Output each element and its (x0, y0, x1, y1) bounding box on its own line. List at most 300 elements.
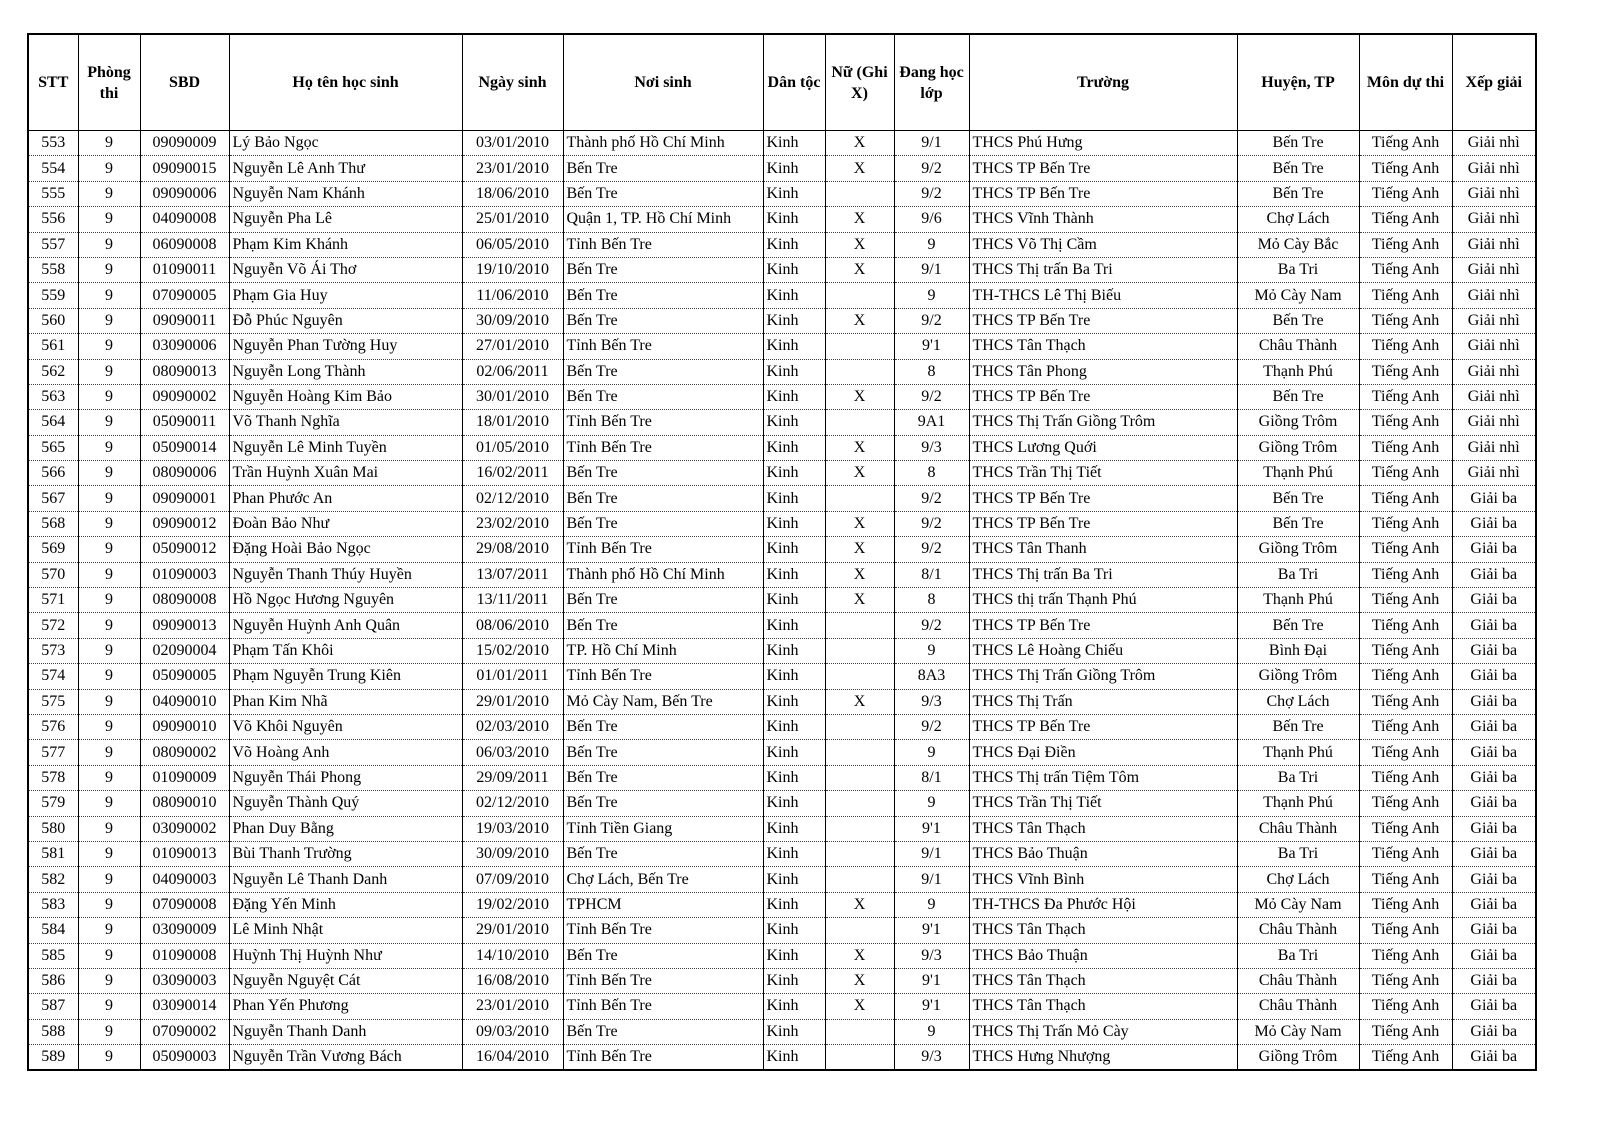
cell-ngay-sinh: 16/08/2010 (462, 968, 563, 993)
table-row (28, 689, 1536, 714)
cell-stt: 572 (28, 613, 78, 638)
cell-stt: 561 (28, 334, 78, 359)
cell-dan-toc: Kinh (763, 511, 825, 536)
cell-dan-toc: Kinh (763, 588, 825, 613)
cell-phong-thi: 9 (78, 308, 140, 333)
cell-stt: 555 (28, 181, 78, 206)
cell-huyen: Bến Tre (1237, 181, 1359, 206)
cell-ho-ten: Phạm Gia Huy (229, 283, 462, 308)
header-row (28, 34, 1536, 131)
cell-truong: THCS TP Bến Tre (969, 486, 1237, 511)
cell-lop: 8A3 (894, 664, 969, 689)
cell-huyen: Châu Thành (1237, 994, 1359, 1019)
cell-sbd: 09090002 (140, 384, 229, 409)
cell-stt: 588 (28, 1019, 78, 1044)
cell-ho-ten: Nguyễn Huỳnh Anh Quân (229, 613, 462, 638)
cell-noi-sinh: Tỉnh Bến Tre (563, 537, 763, 562)
cell-nu: X (825, 537, 894, 562)
cell-huyen: Bến Tre (1237, 156, 1359, 181)
cell-truong: THCS Lê Hoàng Chiếu (969, 638, 1237, 663)
cell-stt: 559 (28, 283, 78, 308)
cell-ho-ten: Nguyễn Phan Tường Huy (229, 334, 462, 359)
cell-ho-ten: Huỳnh Thị Huỳnh Như (229, 943, 462, 968)
cell-nu (825, 334, 894, 359)
cell-sbd: 05090005 (140, 664, 229, 689)
table-row (28, 435, 1536, 460)
cell-xep-giai: Giải ba (1452, 765, 1536, 790)
cell-phong-thi: 9 (78, 562, 140, 587)
cell-lop: 9/2 (894, 511, 969, 536)
cell-lop: 9 (894, 892, 969, 917)
cell-phong-thi: 9 (78, 968, 140, 993)
cell-noi-sinh: Bến Tre (563, 841, 763, 866)
cell-sbd: 03090009 (140, 918, 229, 943)
cell-phong-thi: 9 (78, 892, 140, 917)
cell-ngay-sinh: 15/02/2010 (462, 638, 563, 663)
cell-huyen: Ba Tri (1237, 943, 1359, 968)
cell-phong-thi: 9 (78, 588, 140, 613)
cell-lop: 9/2 (894, 537, 969, 562)
cell-stt: 574 (28, 664, 78, 689)
cell-lop: 9 (894, 232, 969, 257)
cell-ngay-sinh: 16/04/2010 (462, 1045, 563, 1071)
cell-nu (825, 740, 894, 765)
cell-ho-ten: Trần Huỳnh Xuân Mai (229, 461, 462, 486)
cell-noi-sinh: Bến Tre (563, 461, 763, 486)
cell-lop: 9/1 (894, 257, 969, 282)
cell-ho-ten: Nguyễn Pha Lê (229, 207, 462, 232)
cell-truong: THCS TP Bến Tre (969, 714, 1237, 739)
cell-nu: X (825, 384, 894, 409)
table-row (28, 1019, 1536, 1044)
cell-stt: 567 (28, 486, 78, 511)
cell-lop: 8/1 (894, 765, 969, 790)
cell-noi-sinh: Tỉnh Bến Tre (563, 232, 763, 257)
cell-dan-toc: Kinh (763, 334, 825, 359)
cell-dan-toc: Kinh (763, 207, 825, 232)
cell-truong: THCS TP Bến Tre (969, 511, 1237, 536)
cell-dan-toc: Kinh (763, 283, 825, 308)
cell-huyen: Châu Thành (1237, 918, 1359, 943)
cell-ngay-sinh: 06/05/2010 (462, 232, 563, 257)
table-row (28, 968, 1536, 993)
cell-lop: 9'1 (894, 994, 969, 1019)
cell-mon-thi: Tiếng Anh (1359, 334, 1452, 359)
cell-ngay-sinh: 07/09/2010 (462, 867, 563, 892)
cell-phong-thi: 9 (78, 613, 140, 638)
cell-huyen: Bến Tre (1237, 714, 1359, 739)
cell-sbd: 09090011 (140, 308, 229, 333)
cell-lop: 9'1 (894, 816, 969, 841)
table-row (28, 816, 1536, 841)
cell-ho-ten: Lý Bảo Ngọc (229, 131, 462, 156)
cell-xep-giai: Giải nhì (1452, 384, 1536, 409)
cell-nu (825, 1045, 894, 1071)
cell-ngay-sinh: 19/03/2010 (462, 816, 563, 841)
cell-huyen: Chợ Lách (1237, 867, 1359, 892)
header-truong: Trường (969, 34, 1237, 131)
cell-nu: X (825, 588, 894, 613)
cell-ngay-sinh: 06/03/2010 (462, 740, 563, 765)
cell-stt: 589 (28, 1045, 78, 1071)
table-row (28, 892, 1536, 917)
cell-noi-sinh: Bến Tre (563, 765, 763, 790)
cell-huyen: Giồng Trôm (1237, 410, 1359, 435)
cell-mon-thi: Tiếng Anh (1359, 181, 1452, 206)
header-xep-giai: Xếp giải (1452, 34, 1536, 131)
cell-sbd: 09090015 (140, 156, 229, 181)
cell-phong-thi: 9 (78, 334, 140, 359)
cell-stt: 573 (28, 638, 78, 663)
cell-nu (825, 791, 894, 816)
cell-stt: 580 (28, 816, 78, 841)
cell-truong: THCS TP Bến Tre (969, 181, 1237, 206)
cell-truong: THCS Tân Thanh (969, 537, 1237, 562)
cell-noi-sinh: Bến Tre (563, 257, 763, 282)
table-row (28, 283, 1536, 308)
cell-mon-thi: Tiếng Anh (1359, 461, 1452, 486)
cell-noi-sinh: Bến Tre (563, 714, 763, 739)
cell-ngay-sinh: 18/01/2010 (462, 410, 563, 435)
cell-mon-thi: Tiếng Anh (1359, 588, 1452, 613)
cell-stt: 562 (28, 359, 78, 384)
cell-ho-ten: Phạm Tấn Khôi (229, 638, 462, 663)
cell-lop: 9/3 (894, 943, 969, 968)
cell-noi-sinh: Thành phố Hồ Chí Minh (563, 131, 763, 156)
cell-phong-thi: 9 (78, 740, 140, 765)
cell-sbd: 01090013 (140, 841, 229, 866)
cell-stt: 560 (28, 308, 78, 333)
table-row (28, 461, 1536, 486)
cell-ho-ten: Nguyễn Thanh Danh (229, 1019, 462, 1044)
cell-dan-toc: Kinh (763, 486, 825, 511)
table-row (28, 410, 1536, 435)
cell-ngay-sinh: 09/03/2010 (462, 1019, 563, 1044)
cell-phong-thi: 9 (78, 841, 140, 866)
cell-sbd: 03090003 (140, 968, 229, 993)
cell-nu (825, 765, 894, 790)
cell-huyen: Mỏ Cày Nam (1237, 283, 1359, 308)
cell-truong: THCS TP Bến Tre (969, 613, 1237, 638)
cell-ho-ten: Bùi Thanh Trường (229, 841, 462, 866)
cell-lop: 9/2 (894, 486, 969, 511)
cell-truong: THCS Tân Thạch (969, 918, 1237, 943)
cell-sbd: 06090008 (140, 232, 229, 257)
cell-phong-thi: 9 (78, 232, 140, 257)
cell-sbd: 09090010 (140, 714, 229, 739)
cell-huyen: Ba Tri (1237, 257, 1359, 282)
cell-ho-ten: Võ Hoàng Anh (229, 740, 462, 765)
cell-sbd: 01090011 (140, 257, 229, 282)
cell-dan-toc: Kinh (763, 435, 825, 460)
cell-huyen: Châu Thành (1237, 334, 1359, 359)
cell-lop: 9/2 (894, 714, 969, 739)
cell-mon-thi: Tiếng Anh (1359, 1019, 1452, 1044)
cell-ngay-sinh: 18/06/2010 (462, 181, 563, 206)
cell-mon-thi: Tiếng Anh (1359, 791, 1452, 816)
cell-mon-thi: Tiếng Anh (1359, 537, 1452, 562)
cell-stt: 585 (28, 943, 78, 968)
cell-ngay-sinh: 23/01/2010 (462, 156, 563, 181)
cell-ho-ten: Phan Yến Phương (229, 994, 462, 1019)
cell-nu (825, 283, 894, 308)
cell-phong-thi: 9 (78, 511, 140, 536)
cell-ngay-sinh: 02/03/2010 (462, 714, 563, 739)
cell-xep-giai: Giải ba (1452, 816, 1536, 841)
cell-sbd: 08090008 (140, 588, 229, 613)
cell-phong-thi: 9 (78, 486, 140, 511)
cell-dan-toc: Kinh (763, 968, 825, 993)
cell-stt: 577 (28, 740, 78, 765)
cell-dan-toc: Kinh (763, 308, 825, 333)
cell-huyen: Mỏ Cày Bắc (1237, 232, 1359, 257)
cell-xep-giai: Giải nhì (1452, 207, 1536, 232)
cell-lop: 8/1 (894, 562, 969, 587)
cell-ngay-sinh: 13/07/2011 (462, 562, 563, 587)
cell-noi-sinh: Tỉnh Bến Tre (563, 435, 763, 460)
cell-noi-sinh: Bến Tre (563, 1019, 763, 1044)
cell-ngay-sinh: 02/06/2011 (462, 359, 563, 384)
cell-ho-ten: Đặng Hoài Bảo Ngọc (229, 537, 462, 562)
cell-xep-giai: Giải nhì (1452, 461, 1536, 486)
cell-noi-sinh: Tỉnh Tiền Giang (563, 816, 763, 841)
cell-nu: X (825, 994, 894, 1019)
cell-ho-ten: Phạm Nguyễn Trung Kiên (229, 664, 462, 689)
cell-ho-ten: Nguyễn Nam Khánh (229, 181, 462, 206)
cell-xep-giai: Giải ba (1452, 588, 1536, 613)
header-nu: Nữ (Ghi X) (825, 34, 894, 131)
header-huyen: Huyện, TP (1237, 34, 1359, 131)
cell-lop: 8 (894, 461, 969, 486)
cell-nu (825, 486, 894, 511)
cell-lop: 9'1 (894, 918, 969, 943)
cell-stt: 576 (28, 714, 78, 739)
cell-stt: 565 (28, 435, 78, 460)
cell-huyen: Bến Tre (1237, 613, 1359, 638)
cell-sbd: 05090014 (140, 435, 229, 460)
cell-xep-giai: Giải ba (1452, 664, 1536, 689)
cell-ngay-sinh: 03/01/2010 (462, 131, 563, 156)
cell-lop: 8 (894, 588, 969, 613)
cell-truong: THCS Tân Thạch (969, 994, 1237, 1019)
cell-sbd: 08090010 (140, 791, 229, 816)
cell-phong-thi: 9 (78, 816, 140, 841)
cell-ngay-sinh: 13/11/2011 (462, 588, 563, 613)
header-stt: STT (28, 34, 78, 131)
cell-dan-toc: Kinh (763, 461, 825, 486)
cell-mon-thi: Tiếng Anh (1359, 689, 1452, 714)
cell-mon-thi: Tiếng Anh (1359, 1045, 1452, 1071)
cell-truong: THCS Vĩnh Bình (969, 867, 1237, 892)
cell-ngay-sinh: 29/01/2010 (462, 918, 563, 943)
cell-lop: 9/1 (894, 867, 969, 892)
cell-nu (825, 714, 894, 739)
cell-dan-toc: Kinh (763, 943, 825, 968)
cell-ho-ten: Nguyễn Lê Thanh Danh (229, 867, 462, 892)
cell-huyen: Mỏ Cày Nam (1237, 1019, 1359, 1044)
cell-truong: THCS TP Bến Tre (969, 308, 1237, 333)
cell-noi-sinh: Bến Tre (563, 613, 763, 638)
table-row (28, 841, 1536, 866)
cell-lop: 9 (894, 740, 969, 765)
cell-huyen: Giồng Trôm (1237, 664, 1359, 689)
cell-lop: 9/3 (894, 689, 969, 714)
cell-lop: 9 (894, 1019, 969, 1044)
cell-stt: 554 (28, 156, 78, 181)
cell-mon-thi: Tiếng Anh (1359, 562, 1452, 587)
cell-sbd: 03090002 (140, 816, 229, 841)
cell-xep-giai: Giải nhì (1452, 131, 1536, 156)
cell-mon-thi: Tiếng Anh (1359, 664, 1452, 689)
cell-stt: 564 (28, 410, 78, 435)
table-row (28, 588, 1536, 613)
cell-truong: THCS Bảo Thuận (969, 841, 1237, 866)
header-dan-toc: Dân tộc (763, 34, 825, 131)
cell-ho-ten: Nguyễn Lê Anh Thư (229, 156, 462, 181)
cell-nu: X (825, 435, 894, 460)
cell-nu: X (825, 156, 894, 181)
cell-noi-sinh: Bến Tre (563, 740, 763, 765)
cell-sbd: 09090001 (140, 486, 229, 511)
cell-truong: THCS Tân Thạch (969, 968, 1237, 993)
cell-truong: THCS thị trấn Thạnh Phú (969, 588, 1237, 613)
cell-huyen: Châu Thành (1237, 816, 1359, 841)
cell-dan-toc: Kinh (763, 664, 825, 689)
table-row (28, 994, 1536, 1019)
cell-nu (825, 867, 894, 892)
cell-nu: X (825, 232, 894, 257)
cell-nu: X (825, 308, 894, 333)
cell-stt: 563 (28, 384, 78, 409)
cell-noi-sinh: Tỉnh Bến Tre (563, 1045, 763, 1071)
cell-phong-thi: 9 (78, 461, 140, 486)
cell-lop: 9A1 (894, 410, 969, 435)
cell-stt: 570 (28, 562, 78, 587)
table-row (28, 232, 1536, 257)
cell-xep-giai: Giải ba (1452, 562, 1536, 587)
cell-sbd: 05090011 (140, 410, 229, 435)
cell-dan-toc: Kinh (763, 740, 825, 765)
table-row (28, 511, 1536, 536)
cell-noi-sinh: Tỉnh Bến Tre (563, 410, 763, 435)
cell-ngay-sinh: 02/12/2010 (462, 486, 563, 511)
cell-truong: THCS Thị Trấn Mỏ Cày (969, 1019, 1237, 1044)
cell-ngay-sinh: 30/09/2010 (462, 841, 563, 866)
header-lop: Đang học lớp (894, 34, 969, 131)
cell-lop: 8 (894, 359, 969, 384)
cell-ngay-sinh: 25/01/2010 (462, 207, 563, 232)
cell-stt: 566 (28, 461, 78, 486)
cell-phong-thi: 9 (78, 384, 140, 409)
cell-lop: 9 (894, 791, 969, 816)
cell-lop: 9/3 (894, 435, 969, 460)
table-row (28, 257, 1536, 282)
cell-mon-thi: Tiếng Anh (1359, 232, 1452, 257)
cell-xep-giai: Giải ba (1452, 841, 1536, 866)
cell-ngay-sinh: 23/01/2010 (462, 994, 563, 1019)
cell-ho-ten: Phan Duy Bằng (229, 816, 462, 841)
cell-stt: 586 (28, 968, 78, 993)
table-row (28, 181, 1536, 206)
cell-mon-thi: Tiếng Anh (1359, 410, 1452, 435)
cell-phong-thi: 9 (78, 714, 140, 739)
cell-noi-sinh: Bến Tre (563, 588, 763, 613)
cell-noi-sinh: Bến Tre (563, 181, 763, 206)
cell-dan-toc: Kinh (763, 181, 825, 206)
cell-stt: 571 (28, 588, 78, 613)
cell-mon-thi: Tiếng Anh (1359, 765, 1452, 790)
results-table (27, 33, 1537, 1071)
cell-noi-sinh: Thành phố Hồ Chí Minh (563, 562, 763, 587)
cell-ngay-sinh: 30/01/2010 (462, 384, 563, 409)
cell-dan-toc: Kinh (763, 994, 825, 1019)
cell-huyen: Bến Tre (1237, 308, 1359, 333)
cell-dan-toc: Kinh (763, 714, 825, 739)
cell-mon-thi: Tiếng Anh (1359, 283, 1452, 308)
cell-dan-toc: Kinh (763, 156, 825, 181)
cell-noi-sinh: TP. Hồ Chí Minh (563, 638, 763, 663)
cell-lop: 9/3 (894, 1045, 969, 1071)
table-row (28, 384, 1536, 409)
cell-lop: 9 (894, 283, 969, 308)
cell-xep-giai: Giải ba (1452, 689, 1536, 714)
cell-nu (825, 181, 894, 206)
cell-xep-giai: Giải nhì (1452, 359, 1536, 384)
table-row (28, 359, 1536, 384)
cell-lop: 9/1 (894, 841, 969, 866)
cell-huyen: Ba Tri (1237, 841, 1359, 866)
cell-huyen: Thạnh Phú (1237, 740, 1359, 765)
cell-mon-thi: Tiếng Anh (1359, 841, 1452, 866)
cell-ngay-sinh: 19/02/2010 (462, 892, 563, 917)
cell-noi-sinh: Bến Tre (563, 511, 763, 536)
cell-sbd: 01090009 (140, 765, 229, 790)
cell-nu (825, 638, 894, 663)
table-row (28, 308, 1536, 333)
cell-ngay-sinh: 30/09/2010 (462, 308, 563, 333)
table-row (28, 156, 1536, 181)
cell-lop: 9'1 (894, 968, 969, 993)
cell-xep-giai: Giải ba (1452, 537, 1536, 562)
cell-ngay-sinh: 19/10/2010 (462, 257, 563, 282)
cell-noi-sinh: Bến Tre (563, 791, 763, 816)
cell-mon-thi: Tiếng Anh (1359, 918, 1452, 943)
table-row (28, 918, 1536, 943)
cell-phong-thi: 9 (78, 638, 140, 663)
cell-stt: 579 (28, 791, 78, 816)
cell-xep-giai: Giải nhì (1452, 435, 1536, 460)
cell-dan-toc: Kinh (763, 816, 825, 841)
cell-ngay-sinh: 02/12/2010 (462, 791, 563, 816)
cell-huyen: Giồng Trôm (1237, 1045, 1359, 1071)
cell-stt: 582 (28, 867, 78, 892)
cell-mon-thi: Tiếng Anh (1359, 207, 1452, 232)
cell-ho-ten: Nguyễn Nguyệt Cát (229, 968, 462, 993)
cell-noi-sinh: Bến Tre (563, 943, 763, 968)
cell-truong: THCS Hưng Nhượng (969, 1045, 1237, 1071)
table-row (28, 207, 1536, 232)
cell-ho-ten: Nguyễn Trần Vương Bách (229, 1045, 462, 1071)
cell-truong: TH-THCS Đa Phước Hội (969, 892, 1237, 917)
cell-dan-toc: Kinh (763, 689, 825, 714)
cell-dan-toc: Kinh (763, 867, 825, 892)
cell-xep-giai: Giải ba (1452, 968, 1536, 993)
cell-nu: X (825, 511, 894, 536)
cell-lop: 9/2 (894, 308, 969, 333)
cell-phong-thi: 9 (78, 867, 140, 892)
cell-truong: THCS TP Bến Tre (969, 384, 1237, 409)
cell-huyen: Thạnh Phú (1237, 359, 1359, 384)
